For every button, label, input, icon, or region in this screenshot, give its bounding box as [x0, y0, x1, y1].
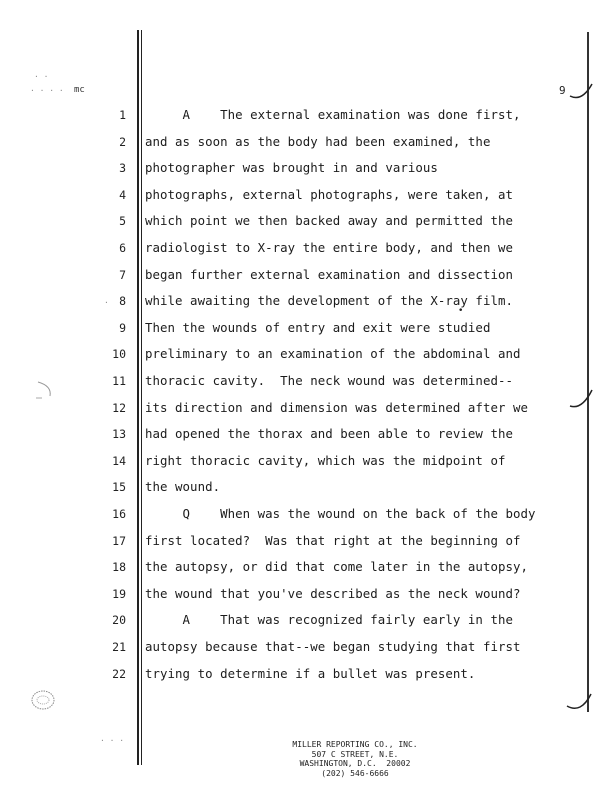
transcript-line: the wound. — [145, 479, 221, 495]
line-number: 7 — [119, 267, 126, 282]
transcript-line: first located? Was that right at the beginning of — [145, 532, 521, 548]
transcript-line: its direction and dimension was determined after we — [145, 399, 528, 415]
right-bracket-mark-top — [568, 80, 596, 104]
line-number: 6 — [119, 241, 126, 255]
footer-company: MILLER REPORTING CO., INC. — [292, 740, 418, 749]
line-number: 10 — [112, 347, 126, 362]
transcript-line: A That was recognized fairly early in the — [145, 612, 513, 628]
punch-hole-mark-bottom — [28, 686, 58, 716]
transcript-line: radiologist to X-ray the entire body, and then we — [145, 240, 513, 255]
line-number: 1 — [119, 108, 126, 122]
left-margin-rule-inner — [141, 30, 142, 765]
punch-hole-mark — [30, 378, 60, 404]
line-number: 14 — [112, 453, 126, 468]
transcript-line: Q When was the wound on the back of the body — [145, 506, 536, 521]
line-number: 15 — [112, 480, 126, 495]
footer-city: WASHINGTON, D.C. 20002 — [299, 759, 411, 768]
transcript-line: trying to determine if a bullet was present. — [145, 665, 476, 681]
line-number: 9 — [119, 320, 126, 335]
line-number: 13 — [112, 427, 126, 442]
reporter-footer — [230, 740, 480, 778]
transcript-line: the wound that you've described as the neck wound? — [145, 585, 521, 601]
transcript-line: photographs, external photographs, were taken, at — [145, 186, 513, 202]
line-number: 3 — [119, 161, 126, 176]
transcript-line: thoracic cavity. The neck wound was determined-- — [145, 373, 513, 388]
scan-speck: · · · — [100, 736, 125, 745]
line-number: 8 — [119, 294, 126, 309]
line-number: 12 — [112, 400, 126, 415]
line-number: 19 — [112, 586, 126, 601]
line-number: 16 — [112, 507, 126, 521]
transcript-line: began further external examination and dissection — [145, 266, 513, 282]
transcript-line: while awaiting the development of the X-ray film. — [145, 293, 513, 309]
right-margin-rule — [587, 32, 589, 712]
line-number: 2 — [119, 134, 126, 149]
line-number: 18 — [112, 560, 126, 575]
scan-speck: · · · · — [30, 86, 64, 95]
left-margin-rule — [137, 30, 139, 765]
line-number: 20 — [112, 613, 126, 628]
scan-speck: · — [104, 298, 109, 307]
line-number: 5 — [119, 214, 126, 229]
line-number: 4 — [119, 187, 126, 202]
scan-speck: · · — [34, 72, 49, 81]
page-number: 9 — [559, 84, 566, 97]
ink-dot: • — [458, 306, 464, 316]
transcript-line: right thoracic cavity, which was the midpoint of — [145, 452, 506, 468]
transcript-line: and as soon as the body had been examined, the — [145, 133, 491, 149]
right-bracket-mark-bottom — [565, 692, 595, 718]
line-number: 11 — [112, 374, 126, 388]
line-number: 17 — [112, 533, 126, 548]
transcript-line: the autopsy, or did that come later in the autopsy, — [145, 559, 528, 575]
transcript-line: had opened the thorax and been able to review the — [145, 426, 513, 442]
reporter-initials: mc — [74, 85, 85, 95]
transcript-line: A The external examination was done first, — [145, 107, 521, 122]
footer-street: 507 C STREET, N.E. — [311, 749, 399, 759]
transcript-line: which point we then backed away and permitted the — [145, 213, 513, 229]
transcript-line: Then the wounds of entry and exit were studied — [145, 319, 491, 335]
footer-phone: (202) 546-6666 — [321, 768, 389, 778]
transcript-line: autopsy because that--we began studying that first — [145, 639, 521, 654]
line-number: 21 — [112, 640, 126, 654]
transcript-line: photographer was brought in and various — [145, 160, 438, 176]
line-number: 22 — [112, 666, 126, 681]
transcript-line: preliminary to an examination of the abdominal and — [145, 346, 521, 362]
